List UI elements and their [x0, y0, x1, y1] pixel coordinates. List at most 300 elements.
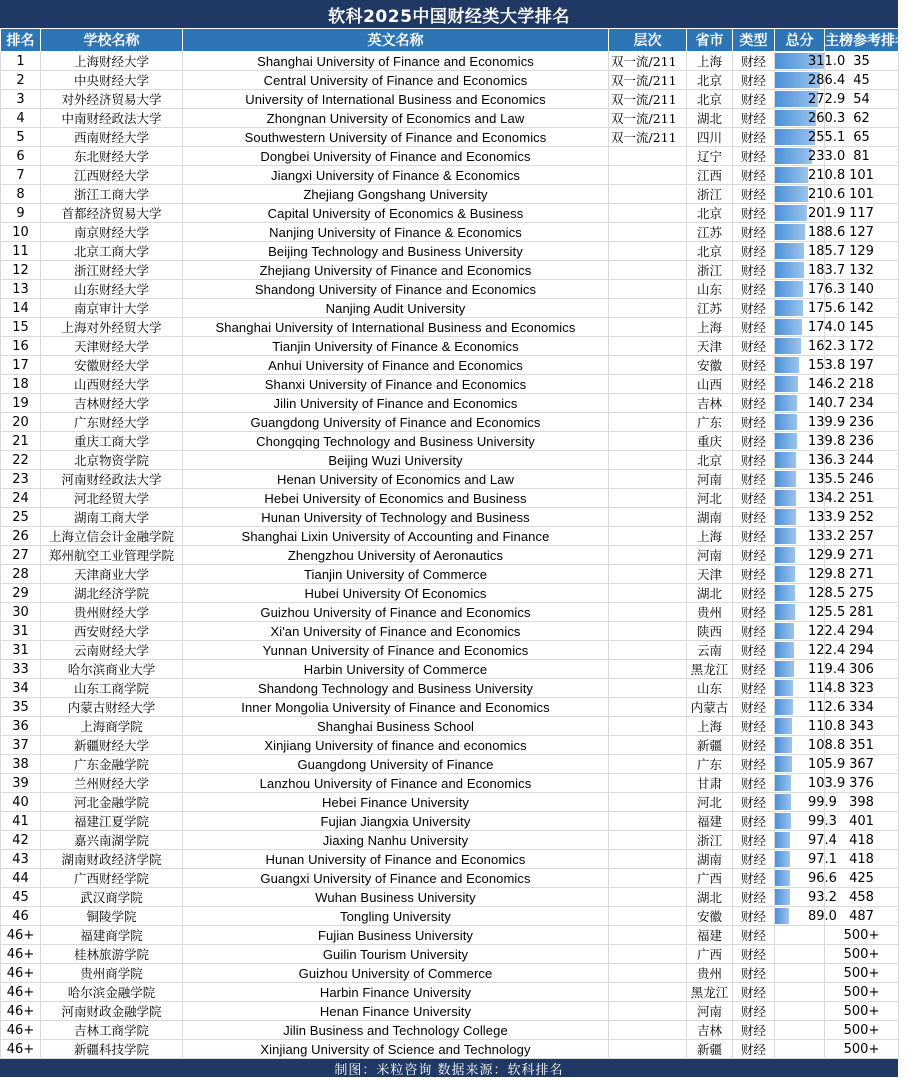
table-row — [1, 698, 899, 717]
score-value — [775, 1042, 808, 1057]
main-rank-cell: 145 — [825, 318, 899, 337]
type-cell: 财经 — [733, 869, 775, 888]
school-name-cell: 河北金融学院 — [41, 793, 183, 812]
level-cell — [609, 1040, 687, 1059]
school-name-cell: 内蒙古财经大学 — [41, 698, 183, 717]
score-cell — [775, 413, 846, 432]
province-cell: 四川 — [687, 128, 733, 147]
header-level[interactable]: 层次 — [609, 29, 687, 52]
rank-cell: 40 — [1, 793, 41, 812]
table-row — [1, 565, 899, 584]
school-name-cell: 湖北经济学院 — [41, 584, 183, 603]
main-rank-cell: 343 — [825, 717, 899, 736]
school-name-cell: 上海商学院 — [41, 717, 183, 736]
rank-cell: 28 — [1, 565, 41, 584]
province-cell: 河南 — [687, 470, 733, 489]
table-row — [1, 337, 899, 356]
province-cell: 上海 — [687, 318, 733, 337]
english-name-cell: Hunan University of Finance and Economics — [183, 850, 609, 869]
table-row — [1, 394, 899, 413]
level-cell — [609, 774, 687, 793]
level-cell — [609, 318, 687, 337]
table-row — [1, 736, 899, 755]
table-row — [1, 204, 899, 223]
school-name-cell: 浙江财经大学 — [41, 261, 183, 280]
rank-cell: 20 — [1, 413, 41, 432]
province-cell: 北京 — [687, 204, 733, 223]
table-row — [1, 888, 899, 907]
level-cell: 双一流/211 — [609, 90, 687, 109]
main-rank-cell: 246 — [825, 470, 899, 489]
main-rank-cell: 129 — [825, 242, 899, 261]
score-cell — [775, 774, 846, 793]
table-row — [1, 261, 899, 280]
level-cell — [609, 166, 687, 185]
rank-cell: 1 — [1, 52, 41, 71]
score-cell — [775, 223, 846, 242]
main-rank-cell: 127 — [825, 223, 899, 242]
header-english-name[interactable]: 英文名称 — [183, 29, 609, 52]
province-cell: 广东 — [687, 413, 733, 432]
school-name-cell: 上海对外经贸大学 — [41, 318, 183, 337]
level-cell — [609, 945, 687, 964]
province-cell: 江西 — [687, 166, 733, 185]
school-name-cell: 桂林旅游学院 — [41, 945, 183, 964]
header-total-score[interactable]: 总分 — [775, 29, 825, 52]
level-cell — [609, 337, 687, 356]
rank-cell: 46+ — [1, 926, 41, 945]
type-cell: 财经 — [733, 261, 775, 280]
english-name-cell: Jiangxi University of Finance & Economics — [183, 166, 609, 185]
type-cell: 财经 — [733, 185, 775, 204]
english-name-cell: Guangxi University of Finance and Economics — [183, 869, 609, 888]
level-cell — [609, 223, 687, 242]
header-row — [1, 29, 899, 52]
table-row — [1, 812, 899, 831]
english-name-cell: Jilin University of Finance and Economics — [183, 394, 609, 413]
score-value — [775, 966, 808, 981]
score-value: 99.9 — [808, 795, 837, 810]
score-cell — [775, 717, 846, 736]
level-cell — [609, 261, 687, 280]
rank-cell: 18 — [1, 375, 41, 394]
school-name-cell: 贵州财经大学 — [41, 603, 183, 622]
rank-cell: 38 — [1, 755, 41, 774]
main-rank-cell: 500+ — [825, 983, 899, 1002]
school-name-cell: 重庆工商大学 — [41, 432, 183, 451]
type-cell: 财经 — [733, 755, 775, 774]
level-cell — [609, 926, 687, 945]
table-row — [1, 185, 899, 204]
score-cell — [775, 128, 846, 147]
english-name-cell: Capital University of Economics & Business — [183, 204, 609, 223]
type-cell: 财经 — [733, 831, 775, 850]
school-name-cell: 北京工商大学 — [41, 242, 183, 261]
table-row — [1, 660, 899, 679]
province-cell: 广西 — [687, 945, 733, 964]
school-name-cell: 西安财经大学 — [41, 622, 183, 641]
school-name-cell: 铜陵学院 — [41, 907, 183, 926]
main-rank-cell: 398 — [825, 793, 899, 812]
level-cell — [609, 584, 687, 603]
main-rank-cell: 218 — [825, 375, 899, 394]
score-value — [775, 928, 808, 943]
score-cell — [775, 337, 846, 356]
score-cell — [775, 71, 846, 90]
english-name-cell: Guangdong University of Finance — [183, 755, 609, 774]
score-value: 162.3 — [808, 339, 846, 354]
type-cell: 财经 — [733, 432, 775, 451]
main-rank-cell: 45 — [825, 71, 899, 90]
english-name-cell: Guizhou University of Commerce — [183, 964, 609, 983]
english-name-cell: Henan Finance University — [183, 1002, 609, 1021]
english-name-cell: Shandong University of Finance and Economics — [183, 280, 609, 299]
score-cell — [775, 52, 846, 71]
score-cell — [775, 812, 837, 831]
header-province[interactable]: 省市 — [687, 29, 733, 52]
score-value: 97.1 — [808, 852, 837, 867]
table-row — [1, 1021, 899, 1040]
type-cell: 财经 — [733, 204, 775, 223]
table-row — [1, 166, 899, 185]
score-value: 134.2 — [808, 491, 846, 506]
main-rank-cell: 54 — [825, 90, 899, 109]
level-cell — [609, 850, 687, 869]
english-name-cell: Hunan University of Technology and Business — [183, 508, 609, 527]
score-cell — [775, 945, 825, 964]
school-name-cell: 南京审计大学 — [41, 299, 183, 318]
type-cell: 财经 — [733, 584, 775, 603]
table-row — [1, 451, 899, 470]
score-value: 311.0 — [808, 54, 846, 69]
english-name-cell: Xinjiang University of Science and Technology — [183, 1040, 609, 1059]
province-cell: 山东 — [687, 679, 733, 698]
score-cell — [775, 698, 846, 717]
score-value: 146.2 — [808, 377, 846, 392]
table-row — [1, 280, 899, 299]
main-rank-cell: 236 — [825, 432, 899, 451]
score-cell — [775, 622, 846, 641]
score-cell — [775, 641, 846, 660]
level-cell: 双一流/211 — [609, 71, 687, 90]
score-value: 201.9 — [808, 206, 846, 221]
english-name-cell: Harbin Finance University — [183, 983, 609, 1002]
main-rank-cell: 275 — [825, 584, 899, 603]
rank-cell: 41 — [1, 812, 41, 831]
province-cell: 黑龙江 — [687, 660, 733, 679]
level-cell — [609, 185, 687, 204]
type-cell: 财经 — [733, 983, 775, 1002]
school-name-cell: 河南财经政法大学 — [41, 470, 183, 489]
rank-cell: 7 — [1, 166, 41, 185]
score-value: 139.8 — [808, 434, 846, 449]
type-cell: 财经 — [733, 1040, 775, 1059]
type-cell: 财经 — [733, 223, 775, 242]
main-rank-cell: 244 — [825, 451, 899, 470]
score-cell — [775, 850, 837, 869]
type-cell: 财经 — [733, 394, 775, 413]
province-cell: 贵州 — [687, 603, 733, 622]
type-cell: 财经 — [733, 945, 775, 964]
score-value — [775, 947, 808, 962]
level-cell — [609, 831, 687, 850]
score-value: 110.8 — [808, 719, 846, 734]
main-rank-cell: 323 — [825, 679, 899, 698]
level-cell — [609, 470, 687, 489]
score-cell — [775, 1002, 825, 1021]
ranking-table — [0, 28, 909, 1059]
main-rank-cell: 271 — [825, 546, 899, 565]
score-value: 119.4 — [808, 662, 846, 677]
main-rank-cell: 294 — [825, 641, 899, 660]
rank-cell: 24 — [1, 489, 41, 508]
score-value: 112.6 — [808, 700, 846, 715]
score-value: 272.9 — [808, 92, 846, 107]
level-cell — [609, 489, 687, 508]
main-rank-cell: 172 — [825, 337, 899, 356]
english-name-cell: Shandong Technology and Business University — [183, 679, 609, 698]
province-cell: 广东 — [687, 755, 733, 774]
province-cell: 湖北 — [687, 584, 733, 603]
english-name-cell: Hebei University of Economics and Business — [183, 489, 609, 508]
english-name-cell: Dongbei University of Finance and Economics — [183, 147, 609, 166]
school-name-cell: 山西财经大学 — [41, 375, 183, 394]
english-name-cell: Inner Mongolia University of Finance and Economics — [183, 698, 609, 717]
province-cell: 贵州 — [687, 964, 733, 983]
type-cell: 财经 — [733, 242, 775, 261]
main-rank-cell: 271 — [825, 565, 899, 584]
table-row — [1, 926, 899, 945]
rank-cell: 25 — [1, 508, 41, 527]
type-cell: 财经 — [733, 71, 775, 90]
score-cell — [775, 926, 825, 945]
province-cell: 黑龙江 — [687, 983, 733, 1002]
rank-cell: 26 — [1, 527, 41, 546]
province-cell: 福建 — [687, 812, 733, 831]
score-cell — [775, 166, 846, 185]
type-cell: 财经 — [733, 318, 775, 337]
school-name-cell: 南京财经大学 — [41, 223, 183, 242]
school-name-cell: 中央财经大学 — [41, 71, 183, 90]
english-name-cell: Shanghai University of International Business and Economics — [183, 318, 609, 337]
score-cell — [775, 888, 837, 907]
score-cell — [775, 869, 837, 888]
score-value — [775, 1004, 808, 1019]
level-cell — [609, 546, 687, 565]
english-name-cell: Shanghai University of Finance and Economics — [183, 52, 609, 71]
school-name-cell: 广西财经学院 — [41, 869, 183, 888]
table-row — [1, 945, 899, 964]
province-cell: 河北 — [687, 793, 733, 812]
score-cell — [775, 299, 846, 318]
level-cell — [609, 356, 687, 375]
rank-cell: 45 — [1, 888, 41, 907]
page-title: 软科2025中国财经类大学排名 — [0, 0, 898, 28]
table-row — [1, 52, 899, 71]
english-name-cell: Fujian Jiangxia University — [183, 812, 609, 831]
province-cell: 安徽 — [687, 356, 733, 375]
main-rank-cell: 251 — [825, 489, 899, 508]
province-cell: 天津 — [687, 337, 733, 356]
score-value: 105.9 — [808, 757, 846, 772]
english-name-cell: Jiaxing Nanhu University — [183, 831, 609, 850]
level-cell — [609, 451, 687, 470]
level-cell — [609, 394, 687, 413]
rank-cell: 46+ — [1, 1021, 41, 1040]
level-cell: 双一流/211 — [609, 52, 687, 71]
main-rank-cell: 62 — [825, 109, 899, 128]
school-name-cell: 安徽财经大学 — [41, 356, 183, 375]
score-value: 93.2 — [808, 890, 837, 905]
header-school-name[interactable]: 学校名称 — [41, 29, 183, 52]
type-cell: 财经 — [733, 603, 775, 622]
type-cell: 财经 — [733, 337, 775, 356]
score-cell — [775, 907, 837, 926]
header-type[interactable]: 类型 — [733, 29, 775, 52]
table-row — [1, 242, 899, 261]
province-cell: 上海 — [687, 717, 733, 736]
type-cell: 财经 — [733, 736, 775, 755]
table-row — [1, 147, 899, 166]
school-name-cell: 湖南工商大学 — [41, 508, 183, 527]
table-row — [1, 1040, 899, 1059]
header-main-rank[interactable]: 主榜参考排名 — [825, 29, 899, 52]
level-cell — [609, 1021, 687, 1040]
table-row — [1, 508, 899, 527]
school-name-cell: 兰州财经大学 — [41, 774, 183, 793]
main-rank-cell: 500+ — [825, 1040, 899, 1059]
table-row — [1, 679, 899, 698]
english-name-cell: Guizhou University of Finance and Economics — [183, 603, 609, 622]
school-name-cell: 哈尔滨商业大学 — [41, 660, 183, 679]
table-row — [1, 793, 899, 812]
type-cell: 财经 — [733, 527, 775, 546]
level-cell — [609, 413, 687, 432]
score-cell — [775, 261, 846, 280]
type-cell: 财经 — [733, 470, 775, 489]
rank-cell: 6 — [1, 147, 41, 166]
province-cell: 湖南 — [687, 850, 733, 869]
table-row — [1, 128, 899, 147]
level-cell — [609, 755, 687, 774]
school-name-cell: 湖南财政经济学院 — [41, 850, 183, 869]
rank-cell: 5 — [1, 128, 41, 147]
province-cell: 浙江 — [687, 185, 733, 204]
score-cell — [775, 432, 846, 451]
score-cell — [775, 489, 846, 508]
score-cell — [775, 451, 846, 470]
table-row — [1, 375, 899, 394]
school-name-cell: 郑州航空工业管理学院 — [41, 546, 183, 565]
school-name-cell: 嘉兴南湖学院 — [41, 831, 183, 850]
type-cell: 财经 — [733, 90, 775, 109]
table-row — [1, 1002, 899, 1021]
table-row — [1, 717, 899, 736]
rank-cell: 9 — [1, 204, 41, 223]
rank-cell: 42 — [1, 831, 41, 850]
type-cell: 财经 — [733, 52, 775, 71]
type-cell: 财经 — [733, 793, 775, 812]
english-name-cell: Southwestern University of Finance and Economics — [183, 128, 609, 147]
main-rank-cell: 500+ — [825, 1021, 899, 1040]
level-cell — [609, 888, 687, 907]
main-rank-cell: 142 — [825, 299, 899, 318]
english-name-cell: Guangdong University of Finance and Economics — [183, 413, 609, 432]
score-cell — [775, 603, 846, 622]
score-value: 174.0 — [808, 320, 846, 335]
main-rank-cell: 257 — [825, 527, 899, 546]
type-cell: 财经 — [733, 774, 775, 793]
table-row — [1, 489, 899, 508]
main-rank-cell: 376 — [825, 774, 899, 793]
score-cell — [775, 1021, 825, 1040]
level-cell — [609, 717, 687, 736]
type-cell: 财经 — [733, 660, 775, 679]
rank-cell: 31 — [1, 641, 41, 660]
rank-cell: 17 — [1, 356, 41, 375]
table-row — [1, 432, 899, 451]
province-cell: 天津 — [687, 565, 733, 584]
score-value: 125.5 — [808, 605, 846, 620]
school-name-cell: 贵州商学院 — [41, 964, 183, 983]
province-cell: 甘肃 — [687, 774, 733, 793]
province-cell: 山东 — [687, 280, 733, 299]
table-row — [1, 299, 899, 318]
english-name-cell: Shanxi University of Finance and Economics — [183, 375, 609, 394]
province-cell: 辽宁 — [687, 147, 733, 166]
type-cell: 财经 — [733, 451, 775, 470]
rank-cell: 39 — [1, 774, 41, 793]
score-value: 175.6 — [808, 301, 846, 316]
score-cell — [775, 109, 846, 128]
main-rank-cell: 117 — [825, 204, 899, 223]
english-name-cell: Guilin Tourism University — [183, 945, 609, 964]
school-name-cell: 对外经济贸易大学 — [41, 90, 183, 109]
score-cell — [775, 755, 846, 774]
score-cell — [775, 660, 846, 679]
english-name-cell: Zhejiang University of Finance and Economics — [183, 261, 609, 280]
rank-cell: 19 — [1, 394, 41, 413]
table-row — [1, 983, 899, 1002]
header-rank[interactable]: 排名 — [1, 29, 41, 52]
score-value: 89.0 — [808, 909, 837, 924]
rank-cell: 21 — [1, 432, 41, 451]
english-name-cell: Chongqing Technology and Business University — [183, 432, 609, 451]
main-rank-cell: 425 — [825, 869, 899, 888]
level-cell — [609, 907, 687, 926]
main-rank-cell: 281 — [825, 603, 899, 622]
school-name-cell: 山东财经大学 — [41, 280, 183, 299]
table-row — [1, 964, 899, 983]
main-rank-cell: 458 — [825, 888, 899, 907]
table-row — [1, 356, 899, 375]
table-row — [1, 774, 899, 793]
school-name-cell: 首都经济贸易大学 — [41, 204, 183, 223]
type-cell: 财经 — [733, 413, 775, 432]
type-cell: 财经 — [733, 508, 775, 527]
main-rank-cell: 401 — [825, 812, 899, 831]
level-cell: 双一流/211 — [609, 128, 687, 147]
province-cell: 北京 — [687, 71, 733, 90]
score-value: 122.4 — [808, 624, 846, 639]
school-name-cell: 河北经贸大学 — [41, 489, 183, 508]
english-name-cell: Henan University of Economics and Law — [183, 470, 609, 489]
school-name-cell: 浙江工商大学 — [41, 185, 183, 204]
english-name-cell: Xinjiang University of finance and economics — [183, 736, 609, 755]
province-cell: 湖北 — [687, 109, 733, 128]
score-cell — [775, 793, 837, 812]
rank-cell: 34 — [1, 679, 41, 698]
